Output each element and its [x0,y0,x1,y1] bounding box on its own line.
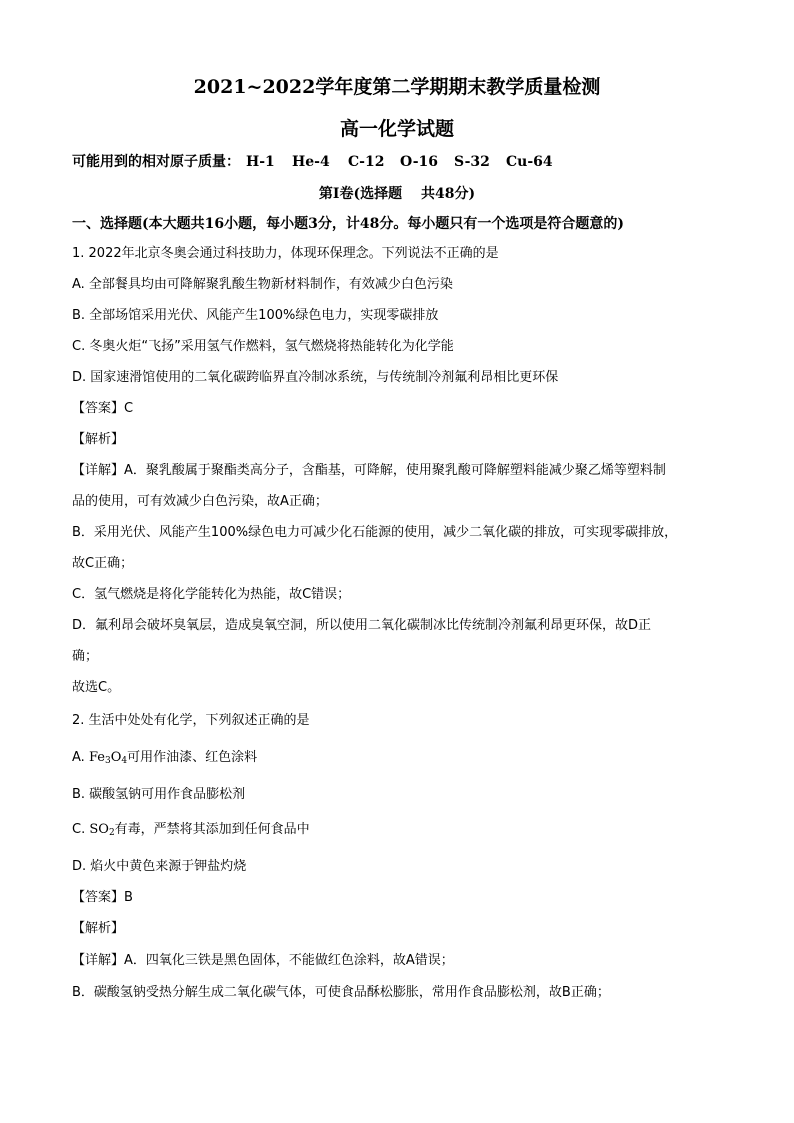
atomic-mass-item: S-32 [454,154,490,170]
question-1-explanation-line: C．氢气燃烧是将化学能转化为热能，故C错误； [72,587,351,602]
question-1-option-c: C. 冬奥火炬“飞扬”采用氢气作燃料，氢气燃烧将热能转化为化学能 [72,339,454,354]
question-1-stem: 1. 2022年北京冬奥会通过科技助力，体现环保理念。下列说法不正确的是 [72,246,499,261]
question-1-option-b: B. 全部场馆采用光伏、风能产生100%绿色电力，实现零碳排放 [72,308,439,323]
section-heading: 一、选择题(本大题共16小题，每小题3分，计48分。每小题只有一个选项是符合题意的) [72,216,624,232]
formula-element: SO [89,822,109,837]
question-2-stem: 2. 生活中处处有化学，下列叙述正确的是 [72,713,310,728]
question-1-analysis-label: 【解析】 [72,432,125,447]
question-1-explanation-line: 【详解】A．聚乳酸属于聚酯类高分子，含酯基，可降解，使用聚乳酸可降解塑料能减少聚乙烯等塑料制 [72,463,666,478]
question-1-explanation-line: B．采用光伏、风能产生100%绿色电力可减少化石能源的使用，减少二氧化碳的排放，可实现零碳排放， [72,525,678,540]
atomic-mass-item: Cu-64 [506,154,553,170]
question-1-explanation-line: 品的使用，可有效减少白色污染，故A正确； [72,494,328,509]
question-2-analysis-label: 【解析】 [72,921,125,936]
formula-subscript: 4 [121,756,128,766]
option-text: 可用作油漆、红色涂料 [127,750,258,765]
option-text: 有毒，严禁将其添加到任何食品中 [114,822,310,837]
exam-subtitle: 高一化学试题 [339,118,454,140]
question-1-explanation-line: 确； [72,649,99,664]
question-1-explanation-line: 故C正确； [72,556,134,571]
option-letter: C. [72,822,86,837]
atomic-mass-item: O-16 [400,154,439,170]
option-letter: A. [72,750,85,765]
formula-element: O [110,750,122,765]
question-1-explanation-line: 故选C。 [72,680,121,695]
question-2-explanation-line: B．碳酸氢钠受热分解生成二氧化碳气体，可使食品酥松膨胀，常用作食品膨松剂，故B正确； [72,985,610,1000]
question-2-option-c [72,821,310,842]
formula-subscript: 2 [108,828,115,838]
atomic-mass-item: C-12 [348,154,385,170]
atomic-mass-item: H-1 [246,154,275,170]
question-1-option-a: A. 全部餐具均由可降解聚乳酸生物新材料制作，有效减少白色污染 [72,277,453,292]
question-2-answer: 【答案】B [72,890,133,905]
question-2-explanation-line: 【详解】A．四氧化三铁是黑色固体，不能做红色涂料，故A错误； [72,953,454,968]
atomic-masses-label: 可能用到的相对原子质量： [72,154,240,170]
formula-element: Fe [88,750,105,765]
question-1-option-d: D. 国家速滑馆使用的二氧化碳跨临界直冷制冰系统，与传统制冷剂氟利昂相比更环保 [72,370,559,385]
atomic-mass-item: He-4 [292,154,330,170]
atomic-masses-line [72,151,553,171]
exam-title: 2021~2022学年度第二学期期末教学质量检测 [193,76,601,98]
question-2-option-a [72,749,257,770]
chem-formula-fe3o4 [89,750,127,765]
question-2-option-b: B. 碳酸氢钠可用作食品膨松剂 [72,787,246,802]
formula-subscript: 3 [104,756,111,766]
volume-heading: 第Ⅰ卷(选择题 共48分) [318,186,476,202]
question-1-answer: 【答案】C [72,401,134,416]
question-2-option-d: D. 焰火中黄色来源于钾盐灼烧 [72,859,247,874]
chem-formula-so2 [89,822,114,837]
question-1-explanation-line: D．氟利昂会破坏臭氧层，造成臭氧空洞，所以使用二氧化碳制冰比传统制冷剂氟利昂更环保，故D正 [72,618,652,633]
